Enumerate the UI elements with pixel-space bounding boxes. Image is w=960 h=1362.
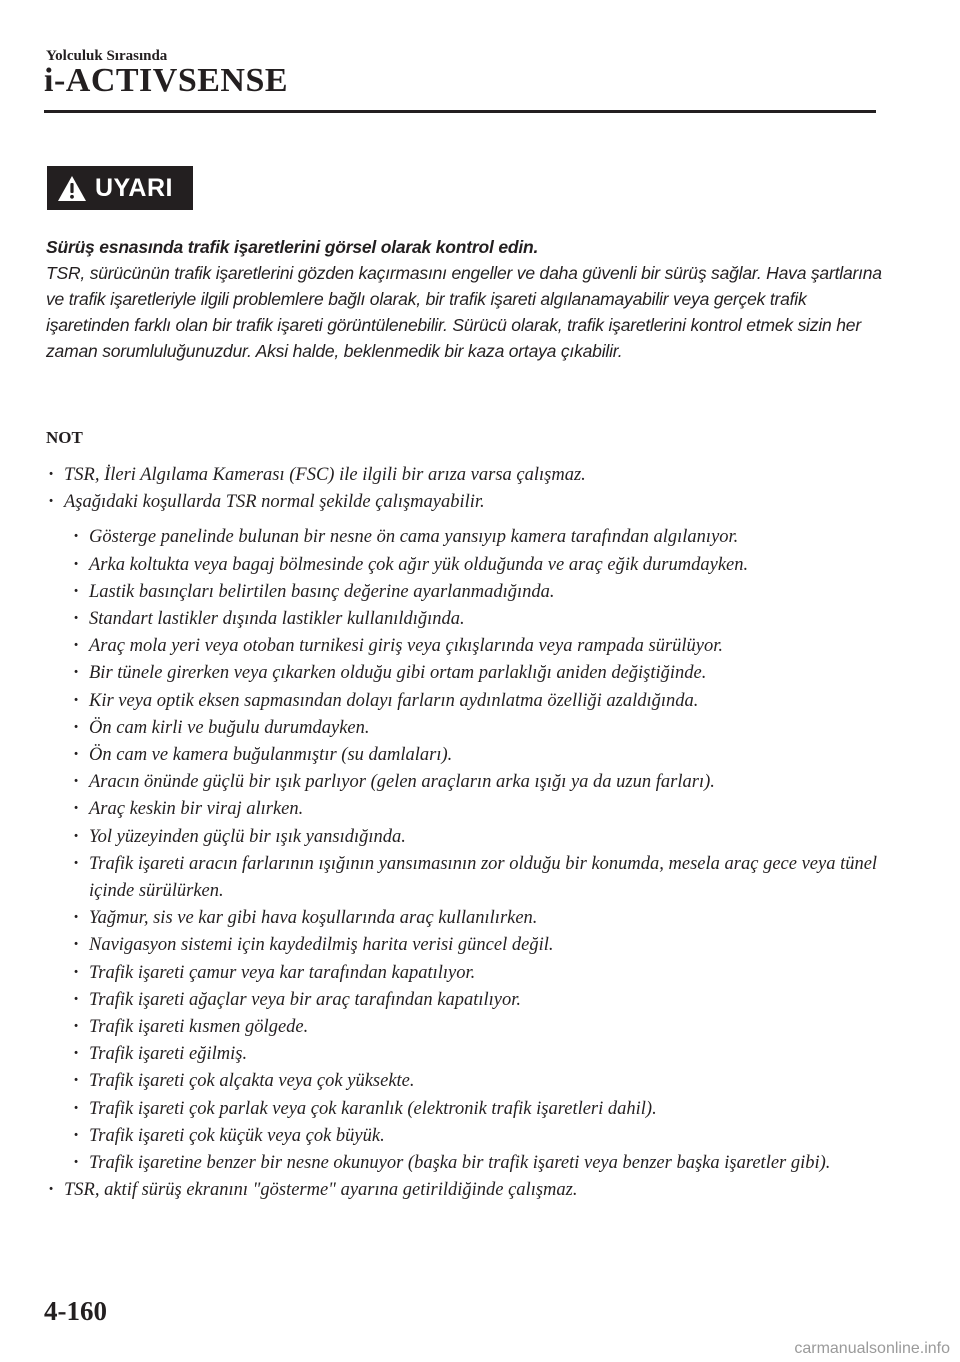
warning-badge: [47, 166, 193, 210]
condition-list: [71, 524, 886, 1177]
watermark: carmanualsonline.info: [794, 1340, 950, 1357]
list-item: · Trafik işareti eğilmiş.: [71, 1041, 886, 1068]
list-item: · Trafik işaretine benzer bir nesne okunuyor (başka bir trafik işareti veya benzer başka işaretler gibi).: [71, 1150, 886, 1177]
list-item: · Trafik işareti çok alçakta veya çok yüksekte.: [71, 1068, 886, 1095]
header-divider: [44, 110, 876, 113]
list-item: · Lastik basınçları belirtilen basınç değerine ayarlanmadığında.: [71, 579, 886, 606]
page-title: i-ACTIVSENSE: [44, 62, 289, 99]
warning-heading: Sürüş esnasında trafik işaretlerini görsel olarak kontrol edin.: [46, 237, 539, 257]
note-label: NOT: [46, 428, 83, 447]
note-list: [46, 462, 886, 1204]
list-item: · Standart lastikler dışında lastikler kullanıldığında.: [71, 606, 886, 633]
warning-triangle-icon: [57, 175, 87, 202]
list-item: · Ön cam kirli ve buğulu durumdayken.: [71, 715, 886, 742]
list-item: · Yol yüzeyinden güçlü bir ışık yansıdığında.: [71, 824, 886, 851]
list-item: · Arka koltukta veya bagaj bölmesinde çok ağır yük olduğunda ve araç eğik durumdayken.: [71, 552, 886, 579]
list-item: · Araç keskin bir viraj alırken.: [71, 796, 886, 823]
list-item: · TSR, aktif sürüş ekranını "gösterme" ayarına getirildiğinde çalışmaz.: [46, 1177, 886, 1204]
section-label: Yolculuk Sırasında: [46, 48, 168, 64]
list-item: · Bir tünele girerken veya çıkarken olduğu gibi ortam parlaklığı aniden değiştiğinde.: [71, 660, 886, 687]
list-item: · Trafik işareti çok parlak veya çok karanlık (elektronik trafik işaretleri dahil).: [71, 1096, 886, 1123]
list-item: · Trafik işareti kısmen gölgede.: [71, 1014, 886, 1041]
list-item: · Navigasyon sistemi için kaydedilmiş harita verisi güncel değil.: [71, 932, 886, 959]
page-number: 4-160: [44, 1296, 107, 1326]
list-item: · Trafik işareti çamur veya kar tarafından kapatılıyor.: [71, 960, 886, 987]
list-item: · Trafik işareti ağaçlar veya bir araç tarafından kapatılıyor.: [71, 987, 886, 1014]
list-item: · Gösterge panelinde bulunan bir nesne ön cama yansıyıp kamera tarafından algılanıyor.: [71, 524, 886, 551]
list-item: · Ön cam ve kamera buğulanmıştır (su damlaları).: [71, 742, 886, 769]
list-item: · Aracın önünde güçlü bir ışık parlıyor (gelen araçların arka ışığı ya da uzun farları).: [71, 769, 886, 796]
warning-label: UYARI: [95, 173, 173, 202]
list-item: · Trafik işareti çok küçük veya çok büyük.: [71, 1123, 886, 1150]
list-item: · TSR, İleri Algılama Kamerası (FSC) ile ilgili bir arıza varsa çalışmaz.: [46, 462, 886, 489]
list-item: · Araç mola yeri veya otoban turnikesi giriş veya çıkışlarında veya rampada sürülüyor.: [71, 633, 886, 660]
list-item: · Kir veya optik eksen sapmasından dolayı farların aydınlatma özelliği azaldığında.: [71, 688, 886, 715]
list-item: · Yağmur, sis ve kar gibi hava koşullarında araç kullanılırken.: [71, 905, 886, 932]
warning-text: [46, 234, 886, 364]
warning-body: TSR, sürücünün trafik işaretlerini gözden kaçırmasını engeller ve daha güvenli bir sürüş sağlar. Hava şartlarına ve trafik işaretleriyle ilgili problemlere bağlı olarak, bir trafik işareti algılanamayabilir veya gerçek trafik işaretinden farklı olan bir trafik işareti görüntülenebilir. Sürücü olarak, trafik işaretlerini kontrol etmek sizin her zaman sorumluluğunuzdur. Aksi halde, beklenmedik bir kaza ortaya çıkabilir.: [46, 263, 882, 361]
list-item: · Aşağıdaki koşullarda TSR normal şekilde çalışmayabilir.: [46, 489, 886, 516]
list-item: · Trafik işareti aracın farlarının ışığının yansımasının zor olduğu bir konumda, mesela araç gece veya tünel içinde sürülürken.: [71, 851, 886, 905]
